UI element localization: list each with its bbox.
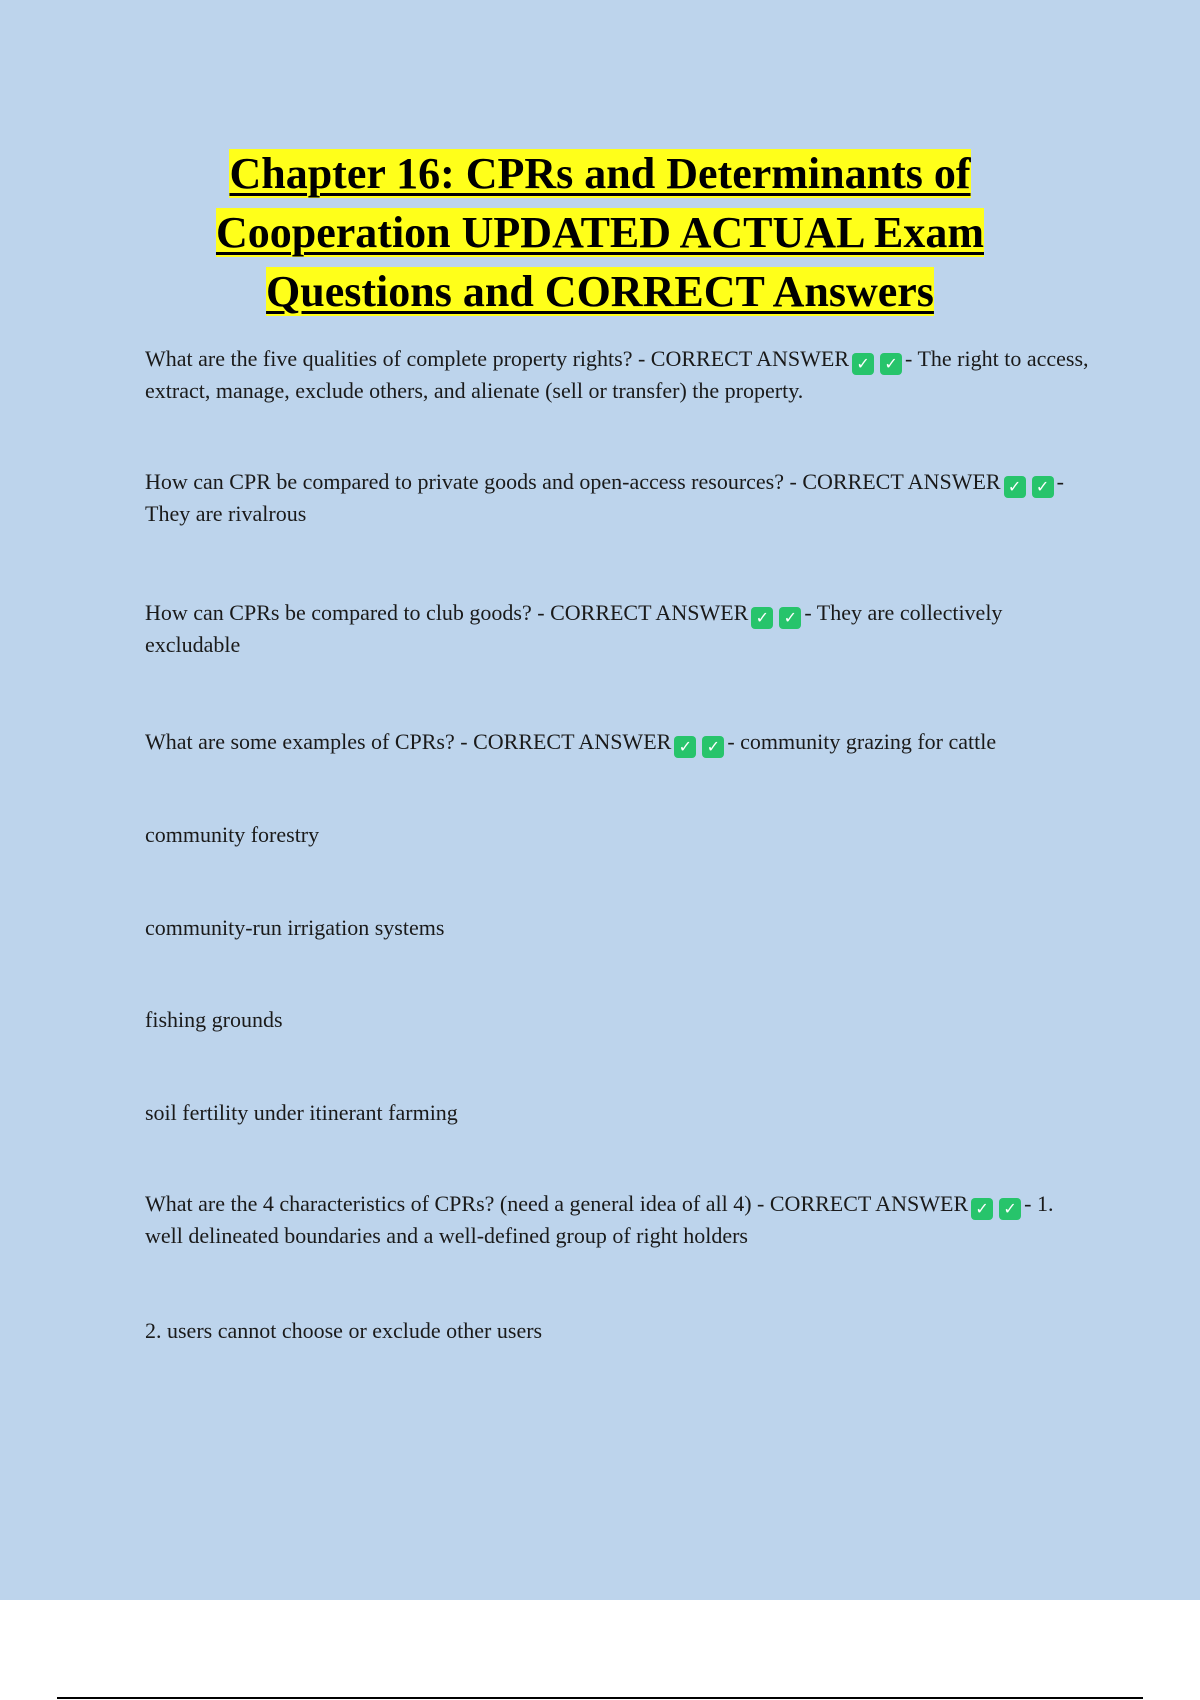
qa-item-3: [145, 597, 1095, 661]
answer-text: - community grazing for cattle: [727, 729, 997, 754]
check-icon: ✓: [852, 353, 874, 375]
example-line: community forestry: [145, 822, 320, 847]
check-icon: ✓: [779, 607, 801, 629]
check-icon: ✓: [1032, 476, 1054, 498]
check-icon: ✓: [674, 736, 696, 758]
answer-text: - The right to access, extract, manage, exclude others, and alienate (sell or transfer) the property.: [145, 346, 1089, 403]
check-icon: ✓: [702, 736, 724, 758]
qa-item-5: [145, 1188, 1095, 1252]
qa-item-1: [145, 343, 1095, 407]
example-line: fishing grounds: [145, 1007, 283, 1032]
document-title: [120, 144, 1080, 321]
check-icon: ✓: [1004, 476, 1026, 498]
question-text: How can CPRs be compared to club goods? - CORRECT ANSWER: [145, 600, 749, 625]
continuation-line: 2. users cannot choose or exclude other users: [145, 1318, 543, 1343]
footer-rule: [57, 1697, 1143, 1699]
question-text: How can CPR be compared to private goods and open-access resources? - CORRECT ANSWER: [145, 469, 1001, 494]
question-text: What are the 4 characteristics of CPRs? (need a general idea of all 4) - CORRECT ANSWER: [145, 1191, 969, 1216]
question-text: What are some examples of CPRs? - CORRECT ANSWER: [145, 729, 672, 754]
example-line: soil fertility under itinerant farming: [145, 1100, 458, 1125]
question-text: What are the five qualities of complete property rights? - CORRECT ANSWER: [145, 346, 850, 371]
answer-text: - 1. well delineated boundaries and a well-defined group of right holders: [145, 1191, 1054, 1248]
title-highlight: Chapter 16: CPRs and Determinants of Cooperation UPDATED ACTUAL Exam Questions and CORRECT Answers: [215, 149, 984, 316]
example-line: community-run irrigation systems: [145, 915, 445, 940]
check-icon: ✓: [751, 607, 773, 629]
qa-item-4: [145, 726, 1095, 758]
qa-item-2: [145, 466, 1095, 530]
answer-text: - They are rivalrous: [145, 469, 1064, 526]
check-icon: ✓: [971, 1198, 993, 1220]
answer-text: - They are collectively excludable: [145, 600, 1003, 657]
check-icon: ✓: [999, 1198, 1021, 1220]
check-icon: ✓: [880, 353, 902, 375]
